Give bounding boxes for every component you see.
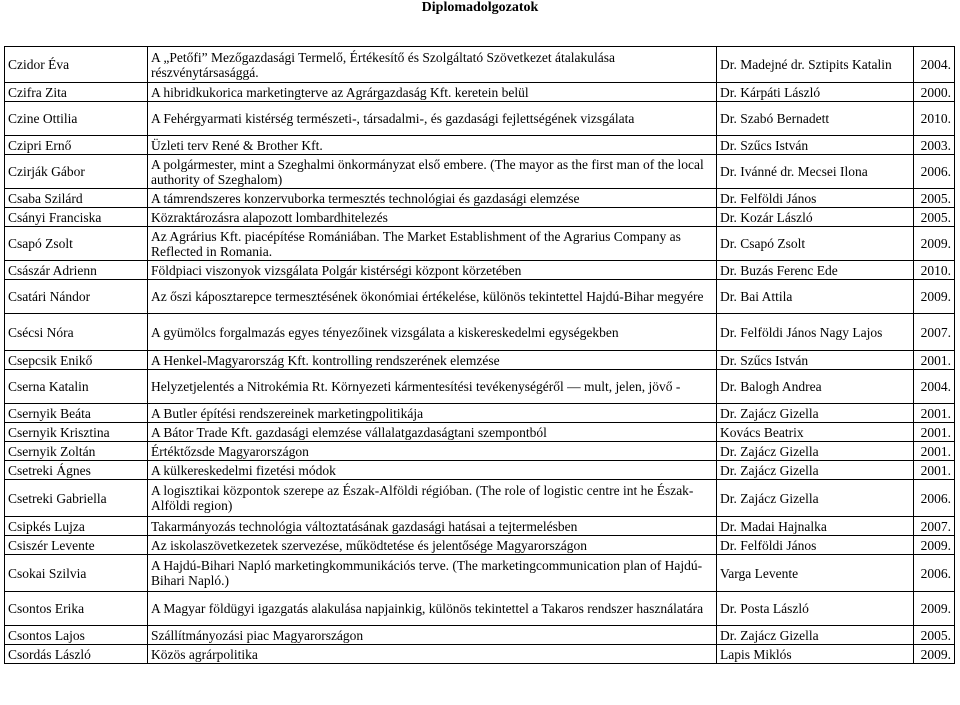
thesis-topic-cell: Közraktározásra alapozott lombardhitelezés <box>148 208 717 227</box>
table-row <box>5 370 955 404</box>
thesis-table <box>4 46 955 664</box>
student-name-cell: Csernyik Krisztina <box>5 423 148 442</box>
year-cell: 2007. <box>914 314 955 351</box>
student-name-cell: Czidor Éva <box>5 47 148 83</box>
year-cell: 2001. <box>914 442 955 461</box>
thesis-topic-cell: A külkereskedelmi fizetési módok <box>148 461 717 480</box>
year-cell: 2005. <box>914 189 955 208</box>
year-cell: 2009. <box>914 592 955 626</box>
table-row <box>5 645 955 664</box>
advisor-cell: Dr. Felföldi János <box>717 189 914 208</box>
thesis-topic-cell: A Butler építési rendszereinek marketingpolitikája <box>148 404 717 423</box>
table-row <box>5 102 955 136</box>
advisor-cell: Dr. Bai Attila <box>717 280 914 314</box>
table-row <box>5 555 955 592</box>
table-row <box>5 461 955 480</box>
year-cell: 2009. <box>914 536 955 555</box>
advisor-cell: Dr. Szabó Bernadett <box>717 102 914 136</box>
table-row <box>5 227 955 261</box>
advisor-cell: Dr. Szűcs István <box>717 136 914 155</box>
table-row <box>5 136 955 155</box>
student-name-cell: Csontos Erika <box>5 592 148 626</box>
advisor-cell: Dr. Kárpáti László <box>717 83 914 102</box>
thesis-topic-cell: A támrendszeres konzervuborka termesztés technológiai és gazdasági elemzése <box>148 189 717 208</box>
year-cell: 2010. <box>914 261 955 280</box>
thesis-topic-cell: A Henkel-Magyarország Kft. kontrolling rendszerének elemzése <box>148 351 717 370</box>
year-cell: 2005. <box>914 626 955 645</box>
advisor-cell: Kovács Beatrix <box>717 423 914 442</box>
table-row <box>5 47 955 83</box>
student-name-cell: Csipkés Lujza <box>5 517 148 536</box>
thesis-topic-cell: A gyümölcs forgalmazás egyes tényezőinek vizsgálata a kiskereskedelmi egységekben <box>148 314 717 351</box>
thesis-topic-cell: Az Agrárius Kft. piacépítése Romániában. The Market Establishment of the Agrarius Company as Reflected in Romania. <box>148 227 717 261</box>
thesis-topic-cell: Az iskolaszövetkezetek szervezése, működtetése és jelentősége Magyarországon <box>148 536 717 555</box>
year-cell: 2001. <box>914 423 955 442</box>
year-cell: 2001. <box>914 351 955 370</box>
advisor-cell: Dr. Felföldi János <box>717 536 914 555</box>
student-name-cell: Csécsi Nóra <box>5 314 148 351</box>
advisor-cell: Dr. Zajácz Gizella <box>717 442 914 461</box>
year-cell: 2000. <box>914 83 955 102</box>
student-name-cell: Csatári Nándor <box>5 280 148 314</box>
advisor-cell: Dr. Csapó Zsolt <box>717 227 914 261</box>
table-row <box>5 517 955 536</box>
table-row <box>5 261 955 280</box>
student-name-cell: Csordás László <box>5 645 148 664</box>
thesis-topic-cell: Üzleti terv René & Brother Kft. <box>148 136 717 155</box>
table-row <box>5 404 955 423</box>
advisor-cell: Dr. Madejné dr. Sztipits Katalin <box>717 47 914 83</box>
thesis-topic-cell: A hibridkukorica marketingterve az Agrárgazdaság Kft. keretein belül <box>148 83 717 102</box>
thesis-topic-cell: A Bátor Trade Kft. gazdasági elemzése vállalatgazdaságtani szempontból <box>148 423 717 442</box>
thesis-topic-cell: Helyzetjelentés a Nitrokémia Rt. Környezeti kármentesítési tevékenységéről — mult, jelen, jövő - <box>148 370 717 404</box>
table-row <box>5 280 955 314</box>
table-row <box>5 314 955 351</box>
table-row <box>5 351 955 370</box>
advisor-cell: Dr. Zajácz Gizella <box>717 461 914 480</box>
year-cell: 2006. <box>914 480 955 517</box>
student-name-cell: Czirják Gábor <box>5 155 148 189</box>
student-name-cell: Csernyik Zoltán <box>5 442 148 461</box>
advisor-cell: Dr. Szűcs István <box>717 351 914 370</box>
student-name-cell: Csaba Szilárd <box>5 189 148 208</box>
year-cell: 2010. <box>914 102 955 136</box>
student-name-cell: Császár Adrienn <box>5 261 148 280</box>
table-row <box>5 423 955 442</box>
year-cell: 2006. <box>914 555 955 592</box>
year-cell: 2009. <box>914 280 955 314</box>
thesis-topic-cell: Értéktőzsde Magyarországon <box>148 442 717 461</box>
year-cell: 2009. <box>914 645 955 664</box>
advisor-cell: Varga Levente <box>717 555 914 592</box>
thesis-topic-cell: Közös agrárpolitika <box>148 645 717 664</box>
advisor-cell: Dr. Posta László <box>717 592 914 626</box>
thesis-topic-cell: Földpiaci viszonyok vizsgálata Polgár kistérségi központ körzetében <box>148 261 717 280</box>
student-name-cell: Csontos Lajos <box>5 626 148 645</box>
student-name-cell: Csetreki Ágnes <box>5 461 148 480</box>
advisor-cell: Dr. Zajácz Gizella <box>717 480 914 517</box>
table-row <box>5 83 955 102</box>
thesis-topic-cell: A logisztikai központok szerepe az Észak-Alföldi régióban. (The role of logistic centre int he Észak-Alföldi region) <box>148 480 717 517</box>
student-name-cell: Csapó Zsolt <box>5 227 148 261</box>
student-name-cell: Czine Ottilia <box>5 102 148 136</box>
table-row <box>5 592 955 626</box>
year-cell: 2006. <box>914 155 955 189</box>
year-cell: 2009. <box>914 227 955 261</box>
thesis-topic-cell: Az őszi káposztarepce termesztésének ökonómiai értékelése, különös tekintettel Hajdú-Bihar megyére <box>148 280 717 314</box>
student-name-cell: Czipri Ernő <box>5 136 148 155</box>
table-row <box>5 155 955 189</box>
advisor-cell: Dr. Balogh Andrea <box>717 370 914 404</box>
table-row <box>5 208 955 227</box>
thesis-topic-cell: A polgármester, mint a Szeghalmi önkormányzat első embere. (The mayor as the first man of the local authority of Szeghalom) <box>148 155 717 189</box>
table-row <box>5 480 955 517</box>
advisor-cell: Lapis Miklós <box>717 645 914 664</box>
thesis-topic-cell: A „Petőfi” Mezőgazdasági Termelő, Értékesítő és Szolgáltató Szövetkezet átalakulása részvénytársasággá. <box>148 47 717 83</box>
student-name-cell: Csepcsik Enikő <box>5 351 148 370</box>
thesis-topic-cell: A Fehérgyarmati kistérség természeti-, társadalmi-, és gazdasági fejlettségének vizsgálata <box>148 102 717 136</box>
advisor-cell: Dr. Zajácz Gizella <box>717 626 914 645</box>
student-name-cell: Csiszér Levente <box>5 536 148 555</box>
student-name-cell: Csányi Franciska <box>5 208 148 227</box>
table-row <box>5 189 955 208</box>
advisor-cell: Dr. Felföldi János Nagy Lajos <box>717 314 914 351</box>
year-cell: 2001. <box>914 404 955 423</box>
thesis-topic-cell: A Hajdú-Bihari Napló marketingkommunikációs terve. (The marketingcommunication plan of Hajdú-Bihari Napló.) <box>148 555 717 592</box>
year-cell: 2005. <box>914 208 955 227</box>
year-cell: 2007. <box>914 517 955 536</box>
table-row <box>5 626 955 645</box>
student-name-cell: Csernyik Beáta <box>5 404 148 423</box>
year-cell: 2004. <box>914 47 955 83</box>
thesis-topic-cell: A Magyar földügyi igazgatás alakulása napjainkig, különös tekintettel a Takaros rendszer használatára <box>148 592 717 626</box>
table-row <box>5 536 955 555</box>
year-cell: 2001. <box>914 461 955 480</box>
student-name-cell: Csokai Szilvia <box>5 555 148 592</box>
student-name-cell: Csetreki Gabriella <box>5 480 148 517</box>
advisor-cell: Dr. Buzás Ferenc Ede <box>717 261 914 280</box>
student-name-cell: Czifra Zita <box>5 83 148 102</box>
advisor-cell: Dr. Zajácz Gizella <box>717 404 914 423</box>
year-cell: 2003. <box>914 136 955 155</box>
advisor-cell: Dr. Ivánné dr. Mecsei Ilona <box>717 155 914 189</box>
advisor-cell: Dr. Kozár László <box>717 208 914 227</box>
year-cell: 2004. <box>914 370 955 404</box>
advisor-cell: Dr. Madai Hajnalka <box>717 517 914 536</box>
thesis-topic-cell: Szállítmányozási piac Magyarországon <box>148 626 717 645</box>
page-title: Diplomadolgozatok <box>421 0 539 15</box>
student-name-cell: Cserna Katalin <box>5 370 148 404</box>
table-row <box>5 442 955 461</box>
thesis-topic-cell: Takarmányozás technológia változtatásának gazdasági hatásai a tejtermelésben <box>148 517 717 536</box>
